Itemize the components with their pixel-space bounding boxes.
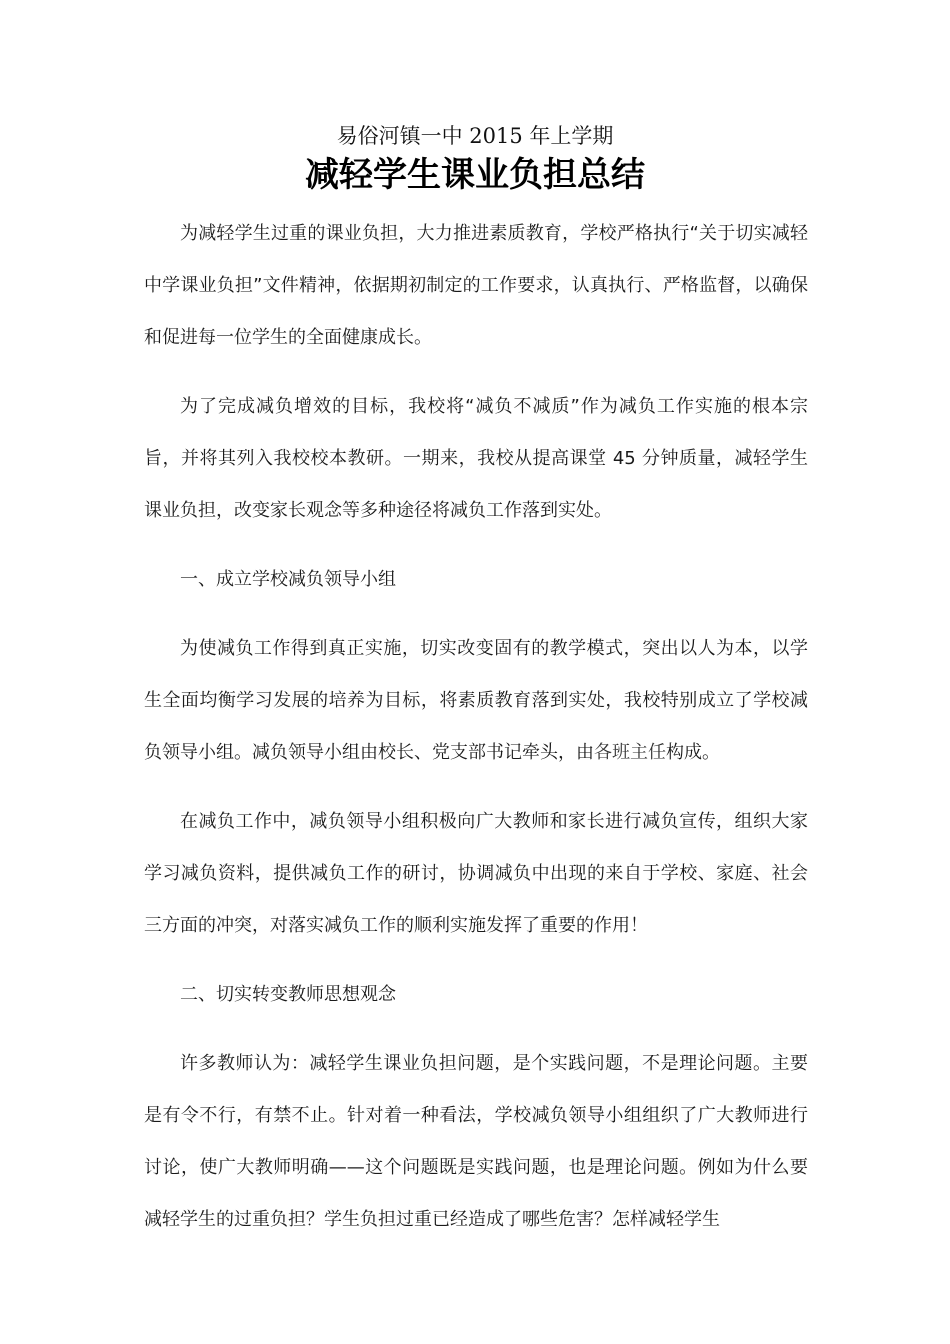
section-1-paragraph-1-text-b: 构成。	[666, 742, 720, 763]
document-body	[144, 208, 808, 1263]
document-title: 减轻学生课业负担总结	[305, 155, 645, 195]
section-1-paragraph-1-text-a: 为使减负工作得到真正实施，切实改变固有的教学模式，突出以人为本，以学生全面均衡学习发展的培养为目标，将素质教育落到实处，我校特别成立了学校减负领导小组。减负领导小组由校长、党支部书记牵头，由	[144, 638, 808, 763]
intro-paragraph-2: 为了完成减负增效的目标，我校将“减负不减质”作为减负工作实施的根本宗旨，并将其列入我校校本教研。一期来，我校从提高课堂 45 分钟质量，减轻学生课业负担，改变家长观念等多种途径将减负工作落到实处。	[144, 396, 808, 521]
intro-paragraph-1: 为减轻学生过重的课业负担，大力推进素质教育，学校严格执行“关于切实减轻中学课业负担”文件精神，依据期初制定的工作要求，认真执行、严格监督，以确保和促进每一位学生的全面健康成长。	[144, 223, 808, 348]
section-heading-1: 一、成立学校减负领导小组	[180, 569, 396, 590]
section-1-paragraph-1-highlight: 各班主任	[594, 742, 666, 763]
section-1-paragraph-2: 在减负工作中，减负领导小组积极向广大教师和家长进行减负宣传，组织大家学习减负资料，提供减负工作的研讨，协调减负中出现的来自于学校、家庭、社会三方面的冲突，对落实减负工作的顺利实施发挥了重要的作用！	[144, 811, 808, 936]
section-1-paragraph-1	[144, 623, 808, 779]
section-heading-2: 二、切实转变教师思想观念	[180, 984, 396, 1005]
section-2-paragraph-1: 许多教师认为：减轻学生课业负担问题，是个实践问题，不是理论问题。主要是有令不行，有禁不止。针对着一种看法，学校减负领导小组组织了广大教师进行讨论，使广大教师明确——这个问题既是实践问题，也是理论问题。例如为什么要减轻学生的过重负担？学生负担过重已经造成了哪些危害？怎样减轻学生	[144, 1053, 808, 1230]
document-subtitle: 易俗河镇一中 2015 年上学期	[336, 124, 614, 148]
